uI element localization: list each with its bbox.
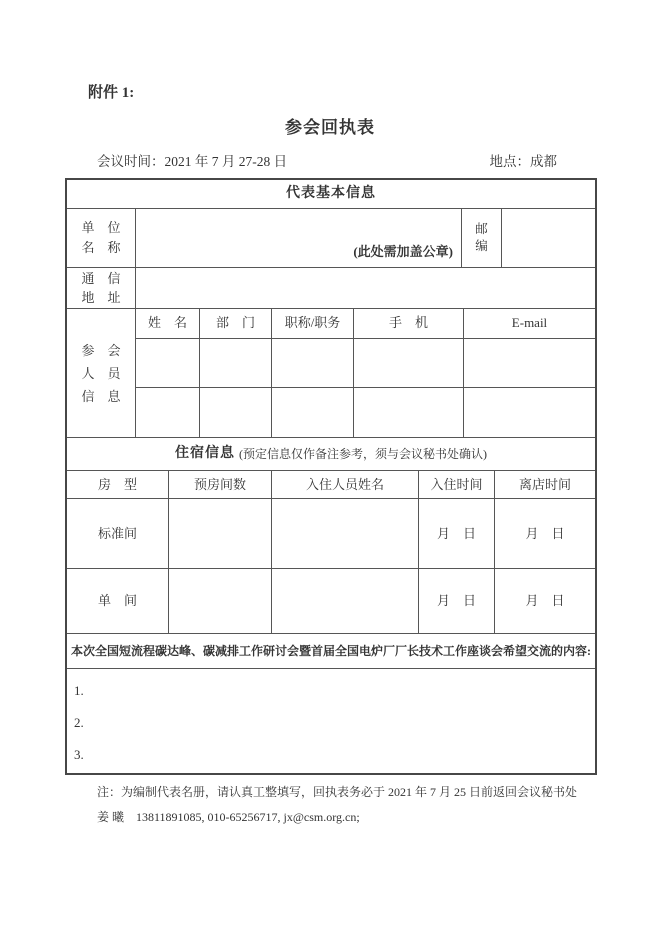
exchange-items-cell [67,669,595,772]
unit-name-row [67,209,595,268]
guest-names-input-cell [272,499,419,568]
basic-info-header-row [67,180,595,209]
footer-note-line1: 注：为编制代表名册，请认真工整填写，回执表务必于 2021 年 7 月 25 日前返回会议秘书处 [97,785,578,799]
participant-blank-row [136,388,595,437]
participants-subtable [136,309,595,437]
unit-name-label: 单 位 名 称 [67,209,136,267]
col-room-count: 预房间数 [169,471,272,498]
lodging-header: 住宿信息 [175,446,235,461]
position-input-cell [272,339,354,388]
email-input-cell [464,339,595,388]
dept-input-cell [200,339,272,388]
position-input-cell [272,388,354,437]
guest-names-input-cell [272,569,419,633]
room-type-standard: 标准间 [67,499,169,568]
meeting-meta-row [97,150,557,170]
exchange-items-row [67,669,595,772]
lodging-header-row [67,438,595,471]
address-input-cell [136,268,595,308]
checkin-date-cell: 月 日 [419,499,495,568]
dept-input-cell [200,388,272,437]
single-room-row [67,569,595,634]
participant-blank-row [136,339,595,389]
participants-label: 参 会 人 员 信 息 [67,309,136,437]
checkout-date-cell: 月 日 [525,593,565,608]
standard-room-row [67,499,595,569]
col-name: 姓 名 [136,309,200,338]
exchange-item-2: 2. [74,715,84,730]
location-label: 地点： [489,154,530,169]
reply-form-table [65,178,597,775]
exchange-title: 本次全国短流程碳达峰、碳减排工作研讨会暨首届全国电炉厂厂长技术工作座谈会希望交流的内容: [71,644,591,658]
mobile-input-cell [354,339,464,388]
col-dept: 部 门 [200,309,272,338]
col-checkout-time: 离店时间 [518,476,571,492]
meeting-time-label: 会议时间： [97,154,165,169]
col-email: E-mail [511,315,548,331]
footer-note-line2: 姜 曦 13811891085, 010-65256717, jx@csm.org.cn; [97,810,360,824]
name-input-cell [136,339,200,388]
postal-code-input-cell [502,209,595,267]
address-row [67,268,595,309]
lodging-header-cell [67,438,595,470]
footer-notes [97,780,577,830]
meeting-location [490,150,558,170]
col-guest-names: 入住人员姓名 [272,471,419,498]
lodging-note: (预定信息仅作备注参考，须与会议秘书处确认) [239,447,487,461]
form-title: 参会回执表 [285,118,375,137]
attachment-label: 附件 1: [88,85,135,101]
meeting-time-value: 2021 年 7 月 27-28 日 [164,154,288,169]
checkin-date-cell: 月 日 [419,569,495,633]
participants-header-row [136,309,595,339]
seal-note: (此处需加盖公章) [353,244,453,259]
exchange-item-1: 1. [74,683,84,698]
room-type-single: 单 间 [67,569,169,633]
col-mobile: 手 机 [354,309,464,338]
room-count-input-cell [169,569,272,633]
meeting-time [97,150,287,170]
col-room-type: 房 型 [67,471,169,498]
location-value: 成都 [530,154,557,169]
exchange-title-row [67,634,595,669]
unit-name-input-cell [136,209,462,267]
participants-section [67,309,595,438]
email-input-cell [464,388,595,437]
col-position: 职称/职务 [272,309,354,338]
room-columns-row [67,471,595,499]
name-input-cell [136,388,200,437]
exchange-item-3: 3. [74,747,84,762]
mobile-input-cell [354,388,464,437]
basic-info-header: 代表基本信息 [286,186,376,201]
room-count-input-cell [169,499,272,568]
col-checkin-time: 入住时间 [419,471,495,498]
postal-code-label: 邮 编 [462,209,502,267]
checkout-date-cell: 月 日 [525,525,565,541]
address-label: 通 信 地 址 [67,268,136,308]
